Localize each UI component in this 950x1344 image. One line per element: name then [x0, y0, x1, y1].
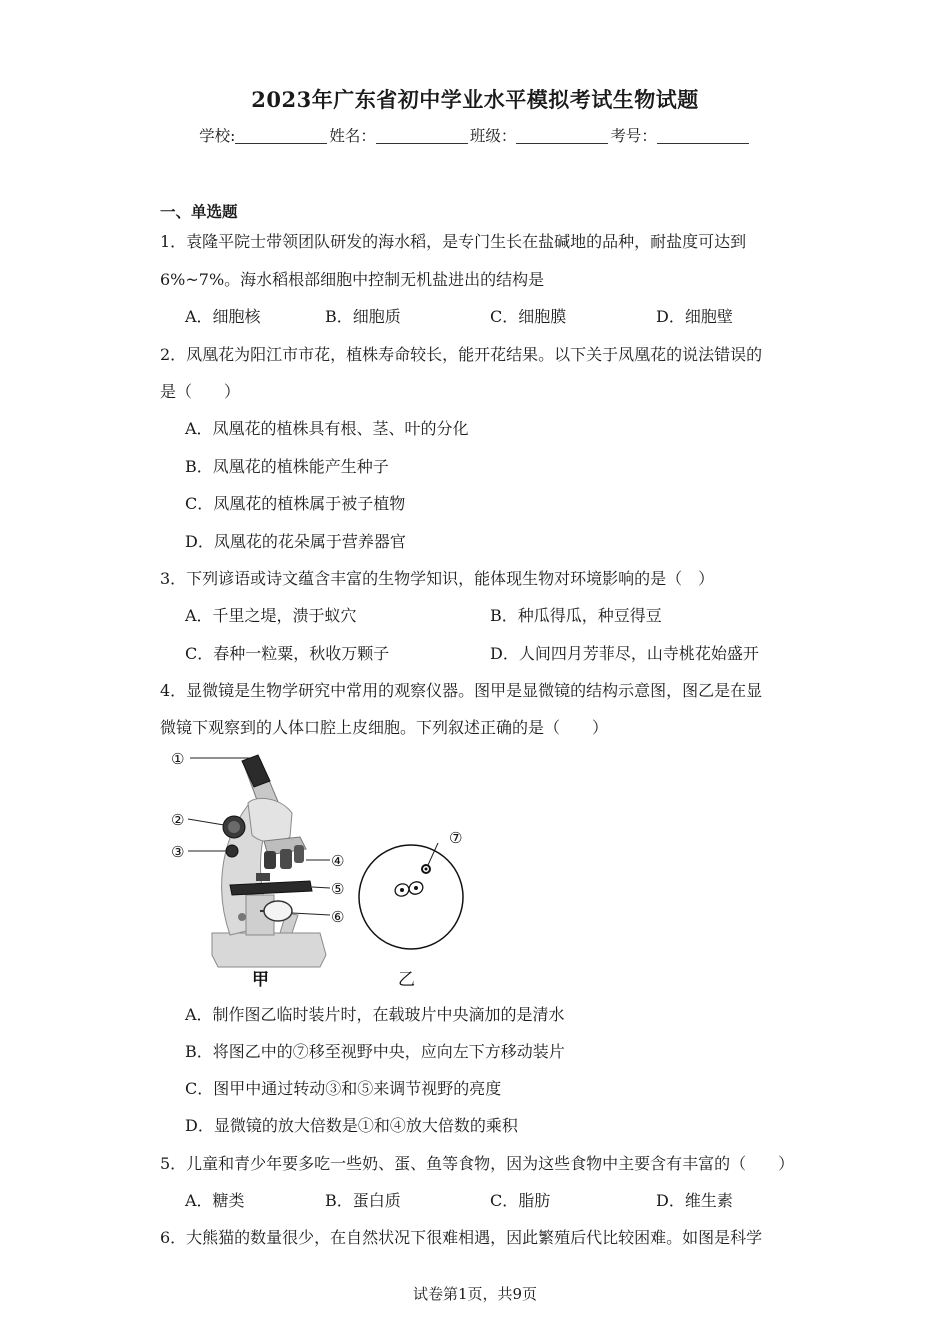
- caption-jia: 甲: [252, 970, 269, 990]
- name-blank[interactable]: [376, 127, 468, 144]
- page-footer: 试卷第1页，共9页: [412, 1285, 538, 1303]
- q3-option-c[interactable]: C．春种一粒粟，秋收万颗子: [185, 644, 390, 663]
- student-info-line: [0, 124, 950, 146]
- exam-title: 2023年广东省初中学业水平模拟考试生物试题: [251, 87, 699, 112]
- number-blank[interactable]: [657, 127, 749, 144]
- q2-option-d[interactable]: D．凤凰花的花朵属于营养器官: [185, 532, 406, 551]
- q1-stem-line2: 6%~7%。海水稻根部细胞中控制无机盐进出的结构是: [160, 270, 545, 289]
- q1-option-a[interactable]: A．细胞核: [185, 307, 261, 326]
- q4-option-a[interactable]: A．制作图乙临时装片时，在载玻片中央滴加的是清水: [185, 1005, 565, 1024]
- label-7: ⑦: [449, 829, 463, 847]
- school-label: 学校:: [199, 127, 236, 145]
- school-blank[interactable]: [235, 127, 327, 144]
- microscope-figure: [160, 745, 480, 995]
- q5-stem: 5．儿童和青少年要多吃一些奶、蛋、鱼等食物，因为这些食物中主要含有丰富的（ ）: [160, 1154, 795, 1173]
- name-label: 姓名：: [329, 127, 376, 145]
- q4-stem-line2: 微镜下观察到的人体口腔上皮细胞。下列叙述正确的是（ ）: [160, 718, 609, 737]
- field-of-view: [359, 845, 463, 949]
- q1-stem-line1: 1．袁隆平院士带领团队研发的海水稻，是专门生长在盐碱地的品种，耐盐度可达到: [160, 232, 747, 251]
- number-label: 考号：: [610, 127, 657, 145]
- q1-option-c[interactable]: C．细胞膜: [490, 307, 567, 326]
- q4-option-d[interactable]: D．显微镜的放大倍数是①和④放大倍数的乘积: [185, 1116, 518, 1135]
- q6-stem: 6．大熊猫的数量很少，在自然状况下很难相遇，因此繁殖后代比较困难。如图是科学: [160, 1228, 763, 1247]
- q2-stem-line2: 是（ ）: [160, 382, 241, 401]
- label-1: ①: [171, 750, 185, 768]
- q2-stem-line1: 2．凤凰花为阳江市市花，植株寿命较长，能开花结果。以下关于凤凰花的说法错误的: [160, 345, 763, 364]
- q3-option-a[interactable]: A．千里之堤，溃于蚁穴: [185, 606, 357, 625]
- label-5: ⑤: [331, 880, 345, 898]
- caption-yi: 乙: [398, 970, 415, 990]
- q2-option-b[interactable]: B．凤凰花的植株能产生种子: [185, 457, 389, 476]
- class-label: 班级：: [469, 127, 517, 145]
- q3-option-b[interactable]: B．种瓜得瓜，种豆得豆: [490, 606, 662, 625]
- q4-option-c[interactable]: C．图甲中通过转动③和⑤来调节视野的亮度: [185, 1079, 502, 1098]
- q3-option-d[interactable]: D．人间四月芳菲尽，山寺桃花始盛开: [490, 644, 759, 663]
- q5-option-a[interactable]: A．糖类: [185, 1191, 245, 1210]
- q5-option-c[interactable]: C．脂肪: [490, 1191, 551, 1210]
- label-2: ②: [171, 811, 185, 829]
- q1-option-b[interactable]: B．细胞质: [325, 307, 401, 326]
- microscope-illustration: [212, 755, 326, 967]
- label-6: ⑥: [331, 908, 345, 926]
- label-3: ③: [171, 843, 185, 861]
- q4-option-b[interactable]: B．将图乙中的⑦移至视野中央，应向左下方移动装片: [185, 1042, 565, 1061]
- q1-option-d[interactable]: D．细胞壁: [656, 307, 733, 326]
- q2-option-c[interactable]: C．凤凰花的植株属于被子植物: [185, 494, 406, 513]
- class-blank[interactable]: [516, 127, 608, 144]
- section-heading: 一、单选题: [160, 202, 238, 221]
- label-4: ④: [331, 852, 345, 870]
- q4-stem-line1: 4．显微镜是生物学研究中常用的观察仪器。图甲是显微镜的结构示意图，图乙是在显: [160, 681, 763, 700]
- q5-option-d[interactable]: D．维生素: [656, 1191, 733, 1210]
- q2-option-a[interactable]: A．凤凰花的植株具有根、茎、叶的分化: [185, 419, 469, 438]
- q5-option-b[interactable]: B．蛋白质: [325, 1191, 401, 1210]
- q3-stem: 3．下列谚语或诗文蕴含丰富的生物学知识，能体现生物对环境影响的是（ ）: [160, 569, 715, 588]
